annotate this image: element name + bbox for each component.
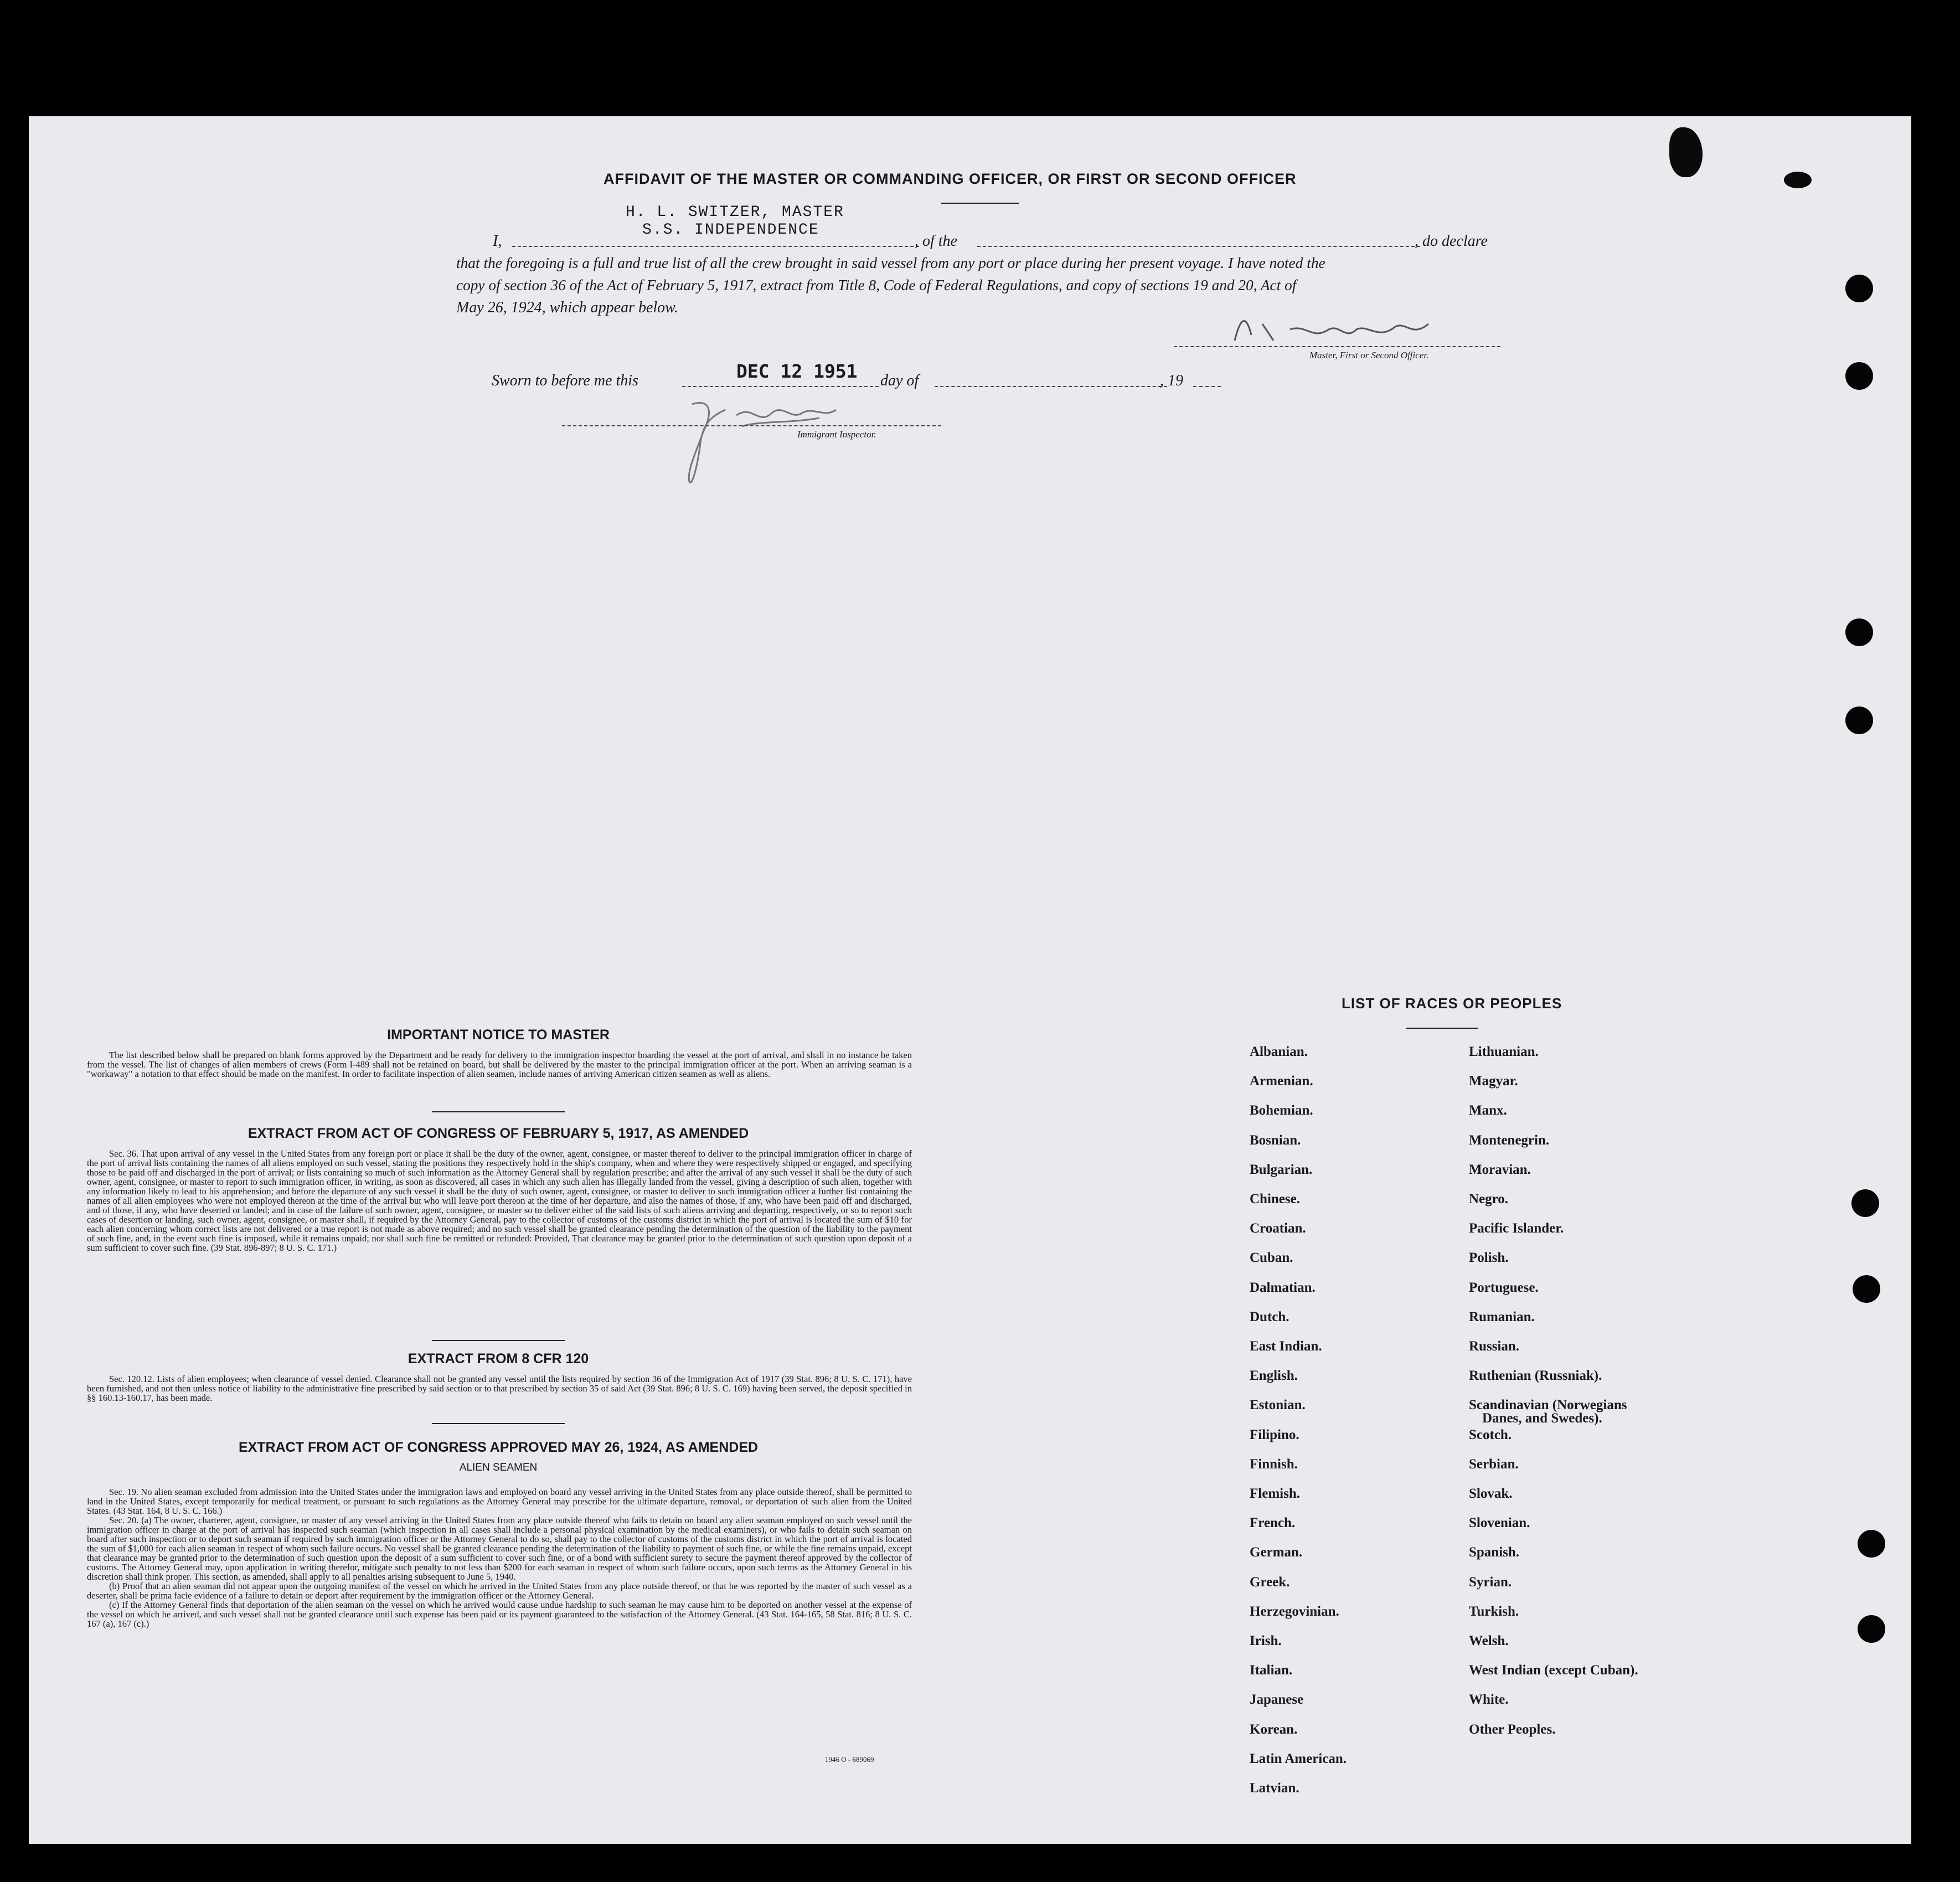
declaration-line-1: that the foregoing is a full and true list of all the crew brought in said vessel from any port or place during her present voyage. I have noted the — [456, 255, 1325, 271]
act-1924-subtitle: ALIEN SEAMEN — [459, 1462, 538, 1473]
cfr-title: EXTRACT FROM 8 CFR 120 — [408, 1351, 589, 1367]
sworn-year-prefix: , 19 — [1160, 372, 1183, 389]
race-item: Turkish. — [1469, 1603, 1519, 1619]
race-item: Lithuanian. — [1469, 1044, 1539, 1059]
sworn-day-line — [682, 386, 879, 387]
race-item: Finnish. — [1250, 1456, 1298, 1472]
race-item: Moravian. — [1469, 1162, 1531, 1177]
race-item: Korean. — [1250, 1721, 1298, 1737]
race-item: Portuguese. — [1469, 1280, 1539, 1295]
race-item: Japanese — [1250, 1692, 1304, 1708]
race-item: German. — [1250, 1545, 1303, 1560]
typed-master-name: H. L. SWITZER, MASTER — [626, 204, 844, 221]
punch-hole — [1845, 275, 1873, 302]
declaration-line-2: copy of section 36 of the Act of February 5, 1917, extract from Title 8, Code of Federal Regulations, and copy of sections 19 and 20, Act of — [456, 277, 1297, 293]
act-1924-title: EXTRACT FROM ACT OF CONGRESS APPROVED MAY 26, 1924, AS AMENDED — [238, 1440, 759, 1455]
signature-line — [1174, 346, 1500, 347]
declaration-do-declare: , do declare — [1415, 233, 1488, 250]
race-item: Irish. — [1250, 1633, 1282, 1648]
race-item: Cuban. — [1250, 1250, 1293, 1266]
declaration-i: I, — [493, 233, 502, 250]
date-stamp: DEC 12 1951 — [736, 360, 858, 382]
race-item: Herzegovinian. — [1250, 1603, 1339, 1619]
race-item: Welsh. — [1469, 1633, 1509, 1648]
race-item: White. — [1469, 1692, 1509, 1708]
race-item: Albanian. — [1250, 1044, 1308, 1059]
race-item: Danes, and Swedes). — [1482, 1411, 1602, 1426]
declaration-of-the: , of the — [915, 233, 957, 250]
inspector-line — [562, 425, 941, 426]
race-item: East Indian. — [1250, 1339, 1322, 1354]
declaration-line-3: May 26, 1924, which appear below. — [456, 299, 678, 316]
punch-hole — [1845, 618, 1873, 646]
notice-title: IMPORTANT NOTICE TO MASTER — [387, 1027, 610, 1043]
race-item: Pacific Islander. — [1469, 1221, 1564, 1236]
race-item: Rumanian. — [1469, 1309, 1535, 1324]
race-item: Montenegrin. — [1469, 1132, 1550, 1148]
corner-mark — [1784, 172, 1812, 188]
race-item: Armenian. — [1250, 1074, 1313, 1089]
race-item: Slovak. — [1469, 1486, 1513, 1501]
punch-hole — [1851, 1189, 1879, 1217]
race-item: Latin American. — [1250, 1751, 1347, 1766]
race-item: Manx. — [1469, 1103, 1507, 1118]
race-item: English. — [1250, 1368, 1298, 1384]
inspector-signature — [675, 388, 858, 493]
race-item: Negro. — [1469, 1192, 1509, 1206]
punch-hole — [1845, 707, 1873, 734]
race-item: Greek. — [1250, 1574, 1290, 1590]
race-item: Croatian. — [1250, 1221, 1306, 1236]
race-item: Filipino. — [1250, 1427, 1299, 1442]
act-1924-body — [87, 1487, 912, 1628]
master-signature — [1229, 307, 1451, 352]
punch-hole — [1858, 1615, 1885, 1643]
race-item: Dalmatian. — [1250, 1280, 1316, 1295]
race-item: French. — [1250, 1515, 1296, 1531]
race-item: Chinese. — [1250, 1192, 1300, 1206]
race-item: Magyar. — [1469, 1074, 1518, 1089]
race-item: West Indian (except Cuban). — [1469, 1663, 1638, 1678]
title-rule — [941, 203, 1019, 204]
act-1917-title: EXTRACT FROM ACT OF CONGRESS OF FEBRUARY 5, 1917, AS AMENDED — [247, 1126, 749, 1141]
typed-vessel-name: S.S. INDEPENDENCE — [642, 221, 819, 239]
race-item: Ruthenian (Russniak). — [1469, 1368, 1602, 1384]
race-item: Scotch. — [1469, 1427, 1512, 1442]
race-item: Bohemian. — [1250, 1103, 1313, 1118]
sworn-year-line — [1193, 386, 1221, 387]
races-title: LIST OF RACES OR PEOPLES — [1342, 995, 1562, 1012]
race-item: Bosnian. — [1250, 1132, 1301, 1148]
act-1917-text: Sec. 36. That upon arrival of any vessel in the United States from any foreign port or place it shall be the duty of the owner, agent, consignee, or master thereof to deliver to the principal immigration officer in charge of the port of arrival lists containing the names of all aliens employed on such vessel, stating the positions they respectively hold in the ship's company, when and where they were respectively shipped or engaged, and specifying those to be paid off and discharged in the port of arrival; or lists containing so much of such information as the Attorney General shall by regulation prescribe; and after the arrival of any such vessel it shall be the duty of such owner, agent, consignee, or master to report to such immigration officer, in writing, as soon as discovered, all cases in which any such alien has illegally landed from the vessel, giving a description of such alien, together with any information likely to lead to his apprehension; and before the departure of any such vessel it shall be the duty of such owner, agent, consignee, or master to deliver to such immigration officer a further list containing the names of all alien employees who were not employed thereon at the time of the arrival but who will leave port thereon at the time of her departure, and also the names of those, if any, who have been paid off and discharged, and of those, if any, who have deserted or landed; and in case of the failure of such owner, agent, consignee, or master so to deliver either of the said lists of such aliens arriving and departing, respectively, or so to report such cases of desertion or landing, such owner, agent, consignee, or master shall, if required by the Attorney General, pay to the collector of customs of the customs district in which the port of arrival is located the sum of $10 for each alien concerning whom correct lists are not delivered or a true report is not made as above required; and no such vessel shall be granted clearance pending the determination of the question of the liability to the payment of such fine, and, in the event such fine is imposed, while it remains unpaid; nor shall such fine be remitted or refunded: Provided, That clearance may be granted prior to the determination of such question upon deposit of a sum sufficient to cover such fine. (39 Stat. 896-897; 8 U. S. C. 171.) — [87, 1148, 912, 1253]
cfr-text: Sec. 120.12. Lists of alien employees; when clearance of vessel denied. Clearance shall not be granted any vessel until the lists required by section 36 of the Immigration Act of 1917 (39 Stat. 896; 8 U. S. C. 171), have been furnished, and not then unless notice of liability to the administrative fine prescribed by said section or to that prescribed by section 35 of said Act (39 Stat. 896; 8 U. S. C. 169) having been served, the deposit specified in §§ 160.13-160.17, has been made. — [87, 1374, 912, 1403]
punch-hole — [1853, 1275, 1880, 1303]
race-item: Polish. — [1469, 1250, 1509, 1266]
sworn-month-line — [935, 386, 1167, 387]
act-1924-sec20b: (b) Proof that an alien seaman did not appear upon the outgoing manifest of the vessel on which he arrived in the United States from any place outside thereof, or that he was reported by the master of such vessel as a deserter, shall be prima facie evidence of a failure to detain or deport after requirement by the immigration officer or the Attorney General. — [87, 1581, 912, 1601]
race-item: Serbian. — [1469, 1456, 1519, 1472]
race-item: Russian. — [1469, 1339, 1520, 1354]
races-rule — [1406, 1028, 1478, 1029]
act-1924-sec20c: (c) If the Attorney General finds that deportation of the alien seaman on the vessel on which he arrived would cause undue hardship to such seaman he may cause him to be deported on another vessel at the expense of the vessel on which he arrived, and such vessel shall not be granted clearance until such expense has been paid or its payment guaranteed to the satisfaction of the Attorney General. (43 Stat. 164-165, 58 Stat. 816; 8 U. S. C. 167 (a), 167 (c).) — [87, 1600, 912, 1629]
race-item: Scandinavian (Norwegians — [1469, 1398, 1627, 1413]
race-item: Spanish. — [1469, 1545, 1520, 1560]
vessel-fill-line — [977, 246, 1420, 247]
race-item: Syrian. — [1469, 1574, 1512, 1590]
notice-text: The list described below shall be prepared on blank forms approved by the Department and be ready for delivery to the immigration inspector boarding the vessel at the port of arrival, and shall in no instance be taken from the vessel. The list of changes of alien members of crews (Form I-489 shall not be retained on board, but shall be delivered by the master to the principal immigration officer at the port. When an arriving seaman is a "workaway" a notation to that effect should be made on the manifest. In order to facilitate inspection of alien seamen, include names of arriving American citizen seamen as well as aliens. — [87, 1050, 912, 1079]
punch-hole — [1845, 362, 1873, 390]
race-item: Dutch. — [1250, 1309, 1290, 1324]
punch-hole — [1858, 1530, 1885, 1558]
race-item: Bulgarian. — [1250, 1162, 1313, 1177]
act-1917-rule — [432, 1340, 565, 1341]
race-item: Estonian. — [1250, 1398, 1306, 1413]
name-fill-line — [512, 246, 919, 247]
notice-rule — [432, 1111, 565, 1112]
act-1924-sec19: Sec. 19. No alien seaman excluded from admission into the United States under the immigration laws and employed on board any vessel arriving in the United States from any place outside thereof, shall be permitted to land in the United States, except temporarily for medical treatment, or pursuant to such regulations as the Attorney General may prescribe for the ultimate departure, removal, or deportation of such alien from the United States. (43 Stat. 164, 8 U. S. C. 166.) — [87, 1487, 912, 1516]
print-code: 1946 O - 689069 — [825, 1755, 874, 1764]
race-item: Flemish. — [1250, 1486, 1300, 1501]
cfr-rule — [432, 1423, 565, 1424]
race-item: Slovenian. — [1469, 1515, 1530, 1531]
act-1924-sec20a: Sec. 20. (a) The owner, charterer, agent, consignee, or master of any vessel arriving in the United States from any place outside thereof who fails to detain on board any alien seaman employed on such vessel until the immigration officer in charge at the port of arrival has inspected such seaman (which inspection in all cases shall include a personal physical examination by the medical examiners), or who fails to detain such seaman on board after such inspection or to deport such seaman if required by such immigration officer or the Attorney General to do so, shall pay to the collector of customs of the customs district in which the port of arrival is located the sum of $1,000 for each alien seaman in respect of whom such failure occurs. No vessel shall be granted clearance pending the determination of the liability to payment of such fine, or while the fine remains unpaid, except that clearance may be granted prior to the determination of such question upon the deposit of a sum sufficient to cover such fine, or of a bond with sufficient surety to secure the payment thereof approved by the collector of customs. The Attorney General may, upon application in writing therefor, mitigate such penalty to not less than $200 for each seaman in respect of whom such failure occurs, upon such terms as the Attorney General in his discretion shall think proper. This section, as amended, shall apply to all penalties arising subsequent to June 5, 1940. — [87, 1515, 912, 1582]
inspector-caption: Immigrant Inspector. — [797, 429, 876, 440]
sworn-prefix: Sworn to before me this — [492, 372, 638, 389]
race-item: Latvian. — [1250, 1781, 1299, 1796]
form-title: AFFIDAVIT OF THE MASTER OR COMMANDING OFFICER, OR FIRST OR SECOND OFFICER — [604, 171, 1297, 187]
race-item: Italian. — [1250, 1663, 1293, 1678]
signature-caption: Master, First or Second Officer. — [1309, 350, 1429, 360]
race-item: Other Peoples. — [1469, 1721, 1556, 1737]
sworn-day-of: day of — [880, 372, 919, 389]
